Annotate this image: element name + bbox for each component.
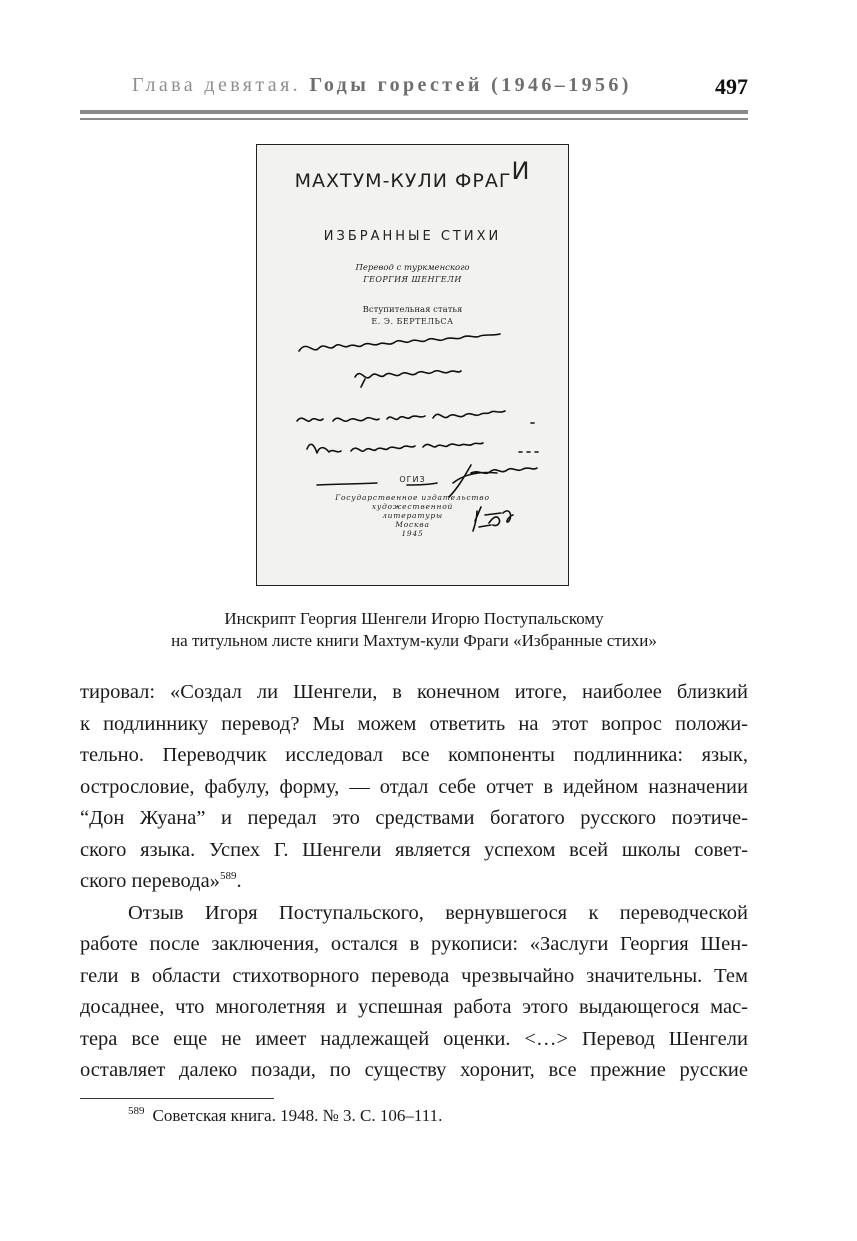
paragraph-line: тера все еще не имеет надлежащей оценки. <…> Перевод Шенгели [80,1027,748,1050]
paragraph-line: Отзыв Игоря Поступальского, вернувшегося к переводческой [128,901,748,924]
plate-intro-line2: Е. Э. БЕРТЕЛЬСА [371,317,454,326]
title-page-image [256,144,569,586]
plate-intro-line1: Вступительная статья [362,305,463,315]
chapter-label: Глава девятая. Годы горестей (1946–1956) [132,74,632,96]
footnote-ref[interactable]: 589 [219,870,237,882]
paragraph-line: гели в области стихотворного перевода чрезвычайно значительны. Тем [80,964,748,987]
paragraph-line-last: ского перевода»$^{589}$. [80,870,242,892]
footnote-text: Советская книга. 1948. № 3. С. 106–111. [152,1106,443,1125]
paragraph-line: “Дон Жуана” и передал это средствами богатого русского поэтиче- [80,807,748,829]
figure-caption [80,608,748,652]
chapter-title: Годы горестей (1946–1956) [309,74,632,96]
plate-author: МАХТУМ-КУЛИ ФРАГИ [294,157,531,192]
paragraph-line: тельно. Переводчик исследовал все компоненты подлинника: язык, [80,744,748,766]
footnote-rule [80,1098,274,1099]
header-rule-thick [80,110,748,114]
paragraph-line: досаднее, что многолетняя и успешная работа этого выдающегося мас- [80,996,748,1018]
plate-book-title: ИЗБРАННЫЕ СТИХИ [323,229,502,244]
plate-publisher: Государственное издательство художественной литературы Москва 1945 [335,493,490,538]
paragraph-line: работе после заключения, остался в рукописи: «Заслуги Георгия Шен- [80,933,748,955]
paragraph-line: ского языка. Успех Г. Шенгели является успехом всей школы совет- [80,838,748,861]
page-number: 497 [715,74,748,99]
plate-publisher-mark: ОГИЗ [399,475,426,484]
footnote [128,1105,442,1126]
footnote-number: 589 [128,1105,145,1117]
plate-translation-line1: Перевод с туркменского [355,263,470,273]
plate-translation-line2: ГЕОРГИЯ ШЕНГЕЛИ [363,275,462,284]
caption-line-1: Инскрипт Георгия Шенгели Игорю Поступальскому [224,609,604,628]
paragraph-line: тировал: «Создал ли Шенгели, в конечном итоге, наиболее близкий [80,681,748,703]
header-rule-thin [80,118,748,120]
paragraph-line: острословие, фабулу, форму, — отдал себе отчет в идейном назначении [80,775,748,798]
body-text [80,677,748,1087]
paragraph-line: к подлиннику перевод? Мы можем ответить на этот вопрос положи- [80,712,748,735]
paragraph-line: оставляет далеко позади, по существу хоронит, все прежние русские [80,1059,748,1081]
running-header [132,74,748,106]
caption-line-2: на титульном листе книги Махтум-кули Фраги «Избранные стихи» [171,631,657,650]
